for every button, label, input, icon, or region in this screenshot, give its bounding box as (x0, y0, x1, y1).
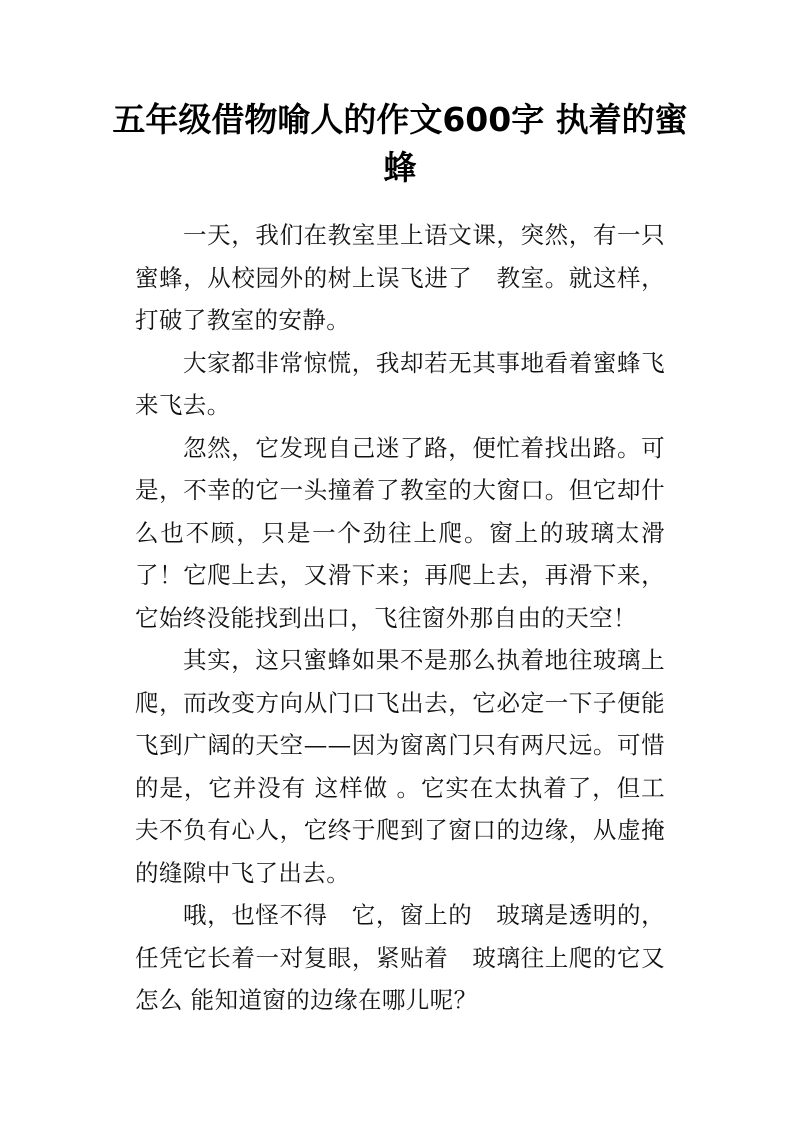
paragraph-3: 忽然，它发现自己迷了路，便忙着找出路。可是，不幸的它一头撞着了教室的大窗口。但它却什么也不顾，只是一个劲往上爬。窗上的玻璃太滑了！它爬上去，又滑下来；再爬上去，再滑下来，它始终没能找到出口，飞往窗外那自由的天空！ (135, 433, 665, 632)
paragraph-4: 其实，这只蜜蜂如果不是那么执着地往玻璃上爬，而改变方向从门口飞出去，它必定一下子便能飞到广阔的天空——因为窗离门只有两尺远。可惜的是，它并没有 这样做 。它实在太执着了，但工夫不负有心人，它终于爬到了窗口的边缘，从虚掩的缝隙中飞了出去。 (135, 646, 665, 887)
document-body (135, 214, 665, 1022)
paragraph-1: 一天，我们在教室里上语文课，突然，有一只蜜蜂，从校园外的树上误飞进了 教室。就这样，打破了教室的安静。 (135, 221, 665, 334)
document-title: 五年级借物喻人的作文600字 执着的蜜蜂 (112, 100, 688, 187)
paragraph-2: 大家都非常惊慌，我却若无其事地看着蜜蜂飞来飞去。 (135, 348, 665, 419)
paragraph-5: 哦，也怪不得 它，窗上的 玻璃是透明的，任凭它长着一对复眼，紧贴着 玻璃往上爬的它又怎么 能知道窗的边缘在哪儿呢？ (135, 901, 665, 1014)
